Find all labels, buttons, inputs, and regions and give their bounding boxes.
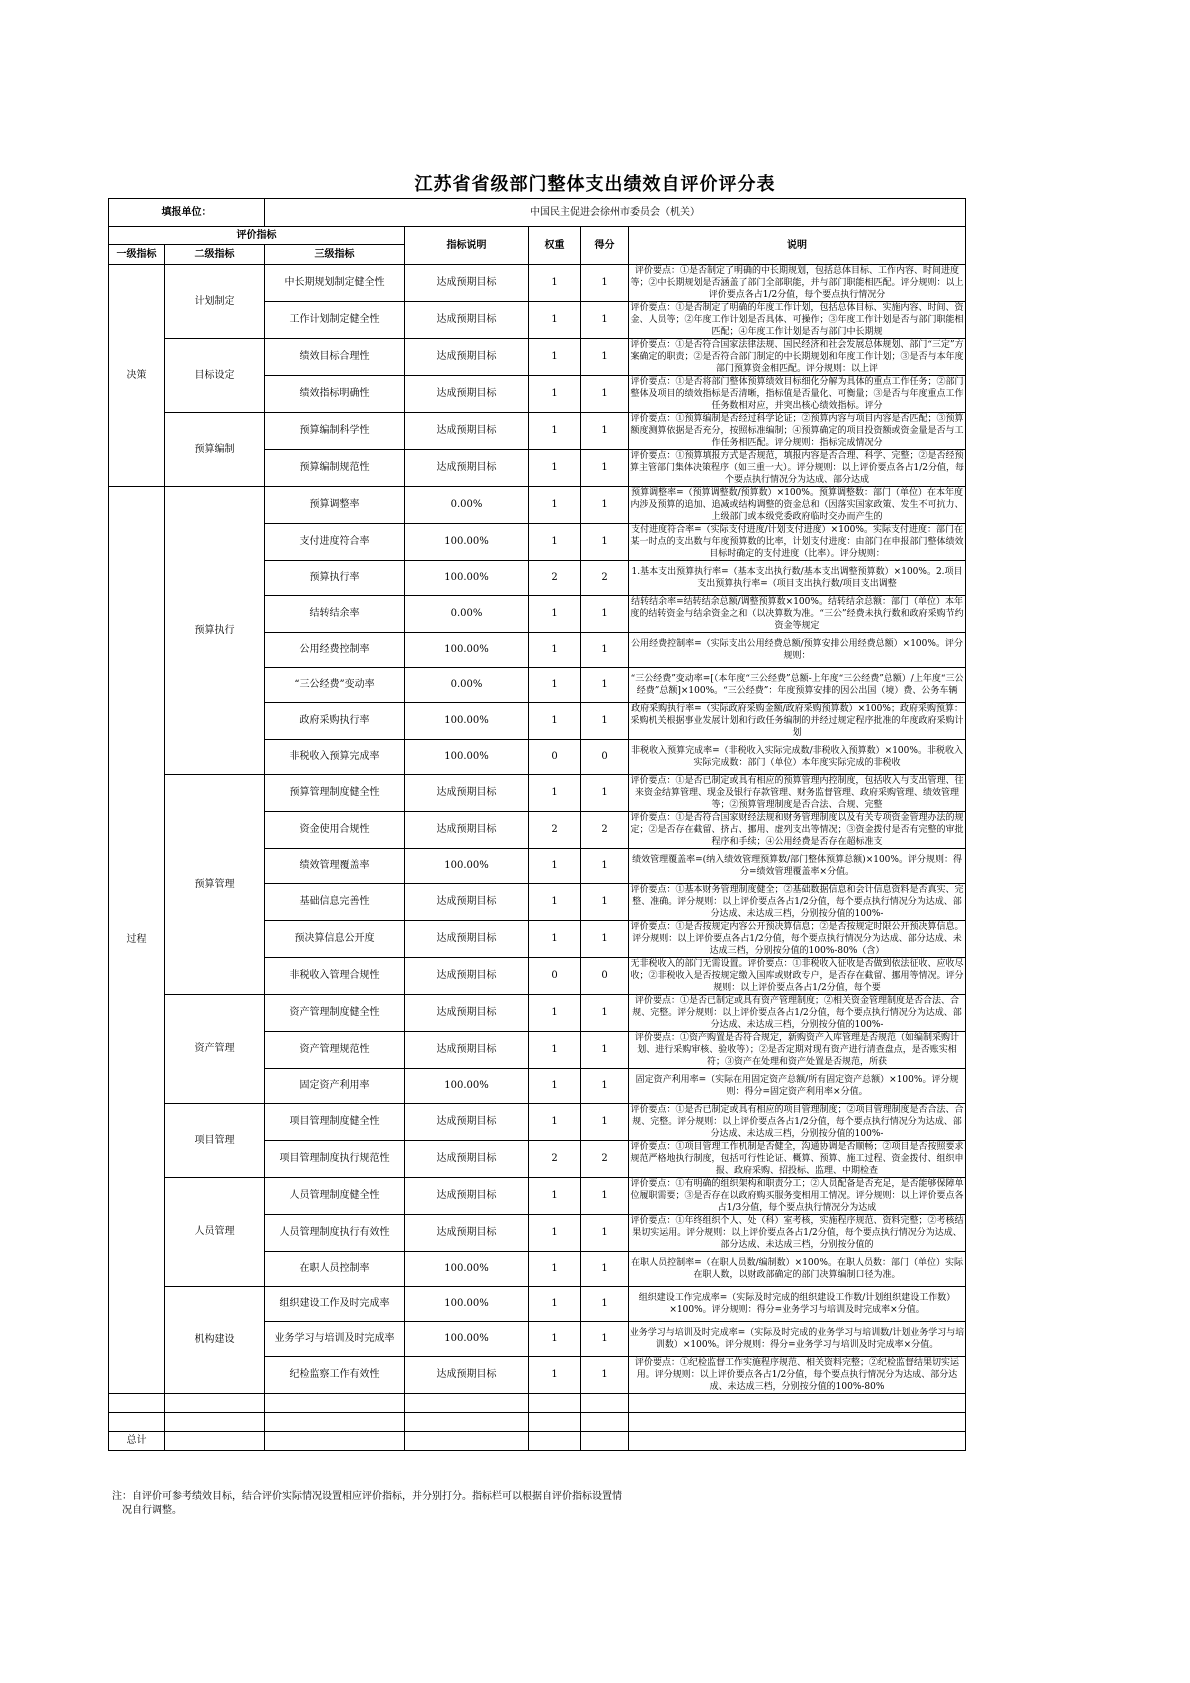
weight-cell: 2 [529, 561, 581, 596]
footnote [112, 1490, 622, 1518]
footnote-line-1: 注：自评价可参考绩效目标，结合评价实际情况设置相应评价指标，并分别打分。指标栏可以根据自评价指标设置情 [112, 1491, 622, 1502]
level2-cell: 人员管理 [165, 1178, 265, 1287]
blank-row [109, 1394, 966, 1413]
blank-cell [165, 1413, 265, 1432]
weight-cell: 1 [529, 1252, 581, 1287]
remark-cell [629, 958, 966, 995]
desc-cell: 达成预期目标 [405, 1215, 529, 1252]
total-cell [529, 1432, 581, 1451]
desc-cell: 达成预期目标 [405, 1032, 529, 1069]
weight-cell: 1 [529, 849, 581, 884]
remark-cell [629, 703, 966, 740]
level1-cell: 过程 [109, 487, 165, 1394]
score-cell: 1 [581, 1069, 629, 1104]
level1-header: 一级指标 [109, 245, 165, 265]
level3-cell: 绩效管理覆盖率 [265, 849, 405, 884]
remark-text: 业务学习与培训及时完成率=（实际及时完成的业务学习与培训数/计划业务学习与培训数）×100%。评分规则：得分=业务学习与培训及时完成率×分值。 [629, 1328, 965, 1350]
blank-cell [265, 1413, 405, 1432]
weight-cell: 1 [529, 524, 581, 561]
level3-cell: “三公经费”变动率 [265, 668, 405, 703]
desc-cell: 0.00% [405, 596, 529, 633]
remark-text: 评价要点：①是否符合国家财经法规和财务管理制度以及有关专项资金管理办法的规定；②是否存在截留、挤占、挪用、虚列支出等情况；③资金拨付是否有完整的审批程序和手续；④公用经费是否存在超标准支 [630, 813, 964, 847]
level3-cell: 基础信息完善性 [265, 884, 405, 921]
table-row [109, 487, 966, 524]
table-row [109, 265, 966, 302]
score-cell: 1 [581, 633, 629, 668]
level3-cell: 支付进度符合率 [265, 524, 405, 561]
desc-header: 指标说明 [405, 227, 529, 265]
blank-cell [529, 1394, 581, 1413]
level3-cell: 资金使用合规性 [265, 812, 405, 849]
desc-cell: 达成预期目标 [405, 1141, 529, 1178]
remark-text: 支付进度符合率=（实际支付进度/计划支付进度）×100%。实际支付进度：部门在某一时点的支出数与年度预算数的比率，计划支付进度：由部门在申报部门整体绩效目标时确定的支付进度（比率）。评分规则： [630, 525, 964, 559]
blank-cell [265, 1394, 405, 1413]
remark-text: 评价要点：①是否已制定或具有资产管理制度；②相关资金管理制度是否合法、合规、完整。评分规则：以上评价要点各占1/2分值，每个要点执行情况分为达成、部分达成、未达成三档，分别按分值的100%- [632, 996, 962, 1030]
remark-text: 组织建设工作完成率=（实际及时完成的组织建设工作数/计划组织建设工作数）×100%。评分规则：得分=业务学习与培训及时完成率×分值。 [638, 1293, 956, 1315]
total-row [109, 1432, 966, 1451]
remark-cell [629, 633, 966, 668]
weight-cell: 1 [529, 487, 581, 524]
level3-cell: 项目管理制度健全性 [265, 1104, 405, 1141]
desc-cell: 达成预期目标 [405, 413, 529, 450]
blank-cell [109, 1394, 165, 1413]
desc-cell: 0.00% [405, 668, 529, 703]
desc-cell: 100.00% [405, 1322, 529, 1357]
level3-cell: 资产管理规范性 [265, 1032, 405, 1069]
desc-cell: 达成预期目标 [405, 775, 529, 812]
blank-cell [581, 1413, 629, 1432]
remark-cell [629, 740, 966, 775]
remark-cell [629, 596, 966, 633]
level3-header: 三级指标 [265, 245, 405, 265]
score-cell: 1 [581, 1357, 629, 1394]
remark-text: 预算调整率=（预算调整数/预算数）×100%。预算调整数：部门（单位）在本年度内涉及预算的追加、追减或结构调整的资金总和（因落实国家政策、发生不可抗力、上级部门或本级党委政府临时交办而产生的 [630, 488, 964, 522]
level2-cell: 目标设定 [165, 339, 265, 413]
weight-cell: 2 [529, 1141, 581, 1178]
remark-cell [629, 561, 966, 596]
score-cell: 1 [581, 1104, 629, 1141]
remark-cell [629, 487, 966, 524]
level3-cell: 非税收入预算完成率 [265, 740, 405, 775]
remark-cell [629, 524, 966, 561]
weight-cell: 0 [529, 958, 581, 995]
weight-cell: 1 [529, 703, 581, 740]
desc-cell: 达成预期目标 [405, 995, 529, 1032]
remark-text: 评价要点：①基本财务管理制度健全；②基础数据信息和会计信息资料是否真实、完整、准确。评分规则：以上评价要点各占1/2分值，每个要点执行情况分为达成、部分达成、未达成三档，分别按分值的100%- [630, 885, 964, 919]
table-row [109, 339, 966, 376]
weight-cell: 1 [529, 1032, 581, 1069]
weight-cell: 1 [529, 668, 581, 703]
score-cell: 1 [581, 524, 629, 561]
desc-cell: 达成预期目标 [405, 1357, 529, 1394]
remark-cell [629, 1178, 966, 1215]
score-cell: 1 [581, 703, 629, 740]
desc-cell: 0.00% [405, 487, 529, 524]
blank-cell [165, 1394, 265, 1413]
level3-cell: 预算编制科学性 [265, 413, 405, 450]
desc-cell: 100.00% [405, 561, 529, 596]
level2-cell: 计划制定 [165, 265, 265, 339]
desc-cell: 达成预期目标 [405, 339, 529, 376]
remark-text: 评价要点：①是否已制定或具有相应的项目管理制度；②项目管理制度是否合法、合规、完整。评分规则：以上评价要点各占1/2分值，每个要点执行情况分为达成、部分达成、未达成三档，分别按分值的100%- [630, 1105, 964, 1139]
score-cell: 1 [581, 413, 629, 450]
blank-row [109, 1413, 966, 1432]
weight-cell: 0 [529, 740, 581, 775]
remark-text: 非税收入预算完成率=（非税收入实际完成数/非税收入预算数）×100%。非税收入实际完成数：部门（单位）本年度实际完成的非税收 [631, 746, 963, 768]
weight-cell: 1 [529, 884, 581, 921]
desc-cell: 达成预期目标 [405, 812, 529, 849]
level3-cell: 资产管理制度健全性 [265, 995, 405, 1032]
level3-cell: 纪检监察工作有效性 [265, 1357, 405, 1394]
desc-cell: 达成预期目标 [405, 921, 529, 958]
score-cell: 1 [581, 849, 629, 884]
remark-text: “三公经费”变动率=[（本年度“三公经费”总额-上年度“三公经费”总额）/上年度“三公经费”总额]×100%。“三公经费”：年度预算安排的因公出国（境）费、公务车辆 [630, 674, 964, 696]
weight-cell: 1 [529, 921, 581, 958]
desc-cell: 达成预期目标 [405, 1178, 529, 1215]
level3-cell: 项目管理制度执行规范性 [265, 1141, 405, 1178]
desc-cell: 达成预期目标 [405, 884, 529, 921]
remark-text: 评价要点：①是否符合国家法律法规、国民经济和社会发展总体规划、部门“三定”方案确定的职责；②是否符合部门制定的中长期规划和年度工作计划；③是否与本年度部门预算资金相匹配。评分规则：以上评 [630, 340, 964, 374]
score-cell: 1 [581, 302, 629, 339]
weight-cell: 1 [529, 450, 581, 487]
table-row [109, 1287, 966, 1322]
level3-cell: 组织建设工作及时完成率 [265, 1287, 405, 1322]
score-cell: 1 [581, 668, 629, 703]
level3-cell: 业务学习与培训及时完成率 [265, 1322, 405, 1357]
score-cell: 2 [581, 812, 629, 849]
level2-cell: 机构建设 [165, 1287, 265, 1394]
weight-cell: 1 [529, 596, 581, 633]
blank-cell [629, 1394, 966, 1413]
score-cell: 1 [581, 1032, 629, 1069]
table-row [109, 413, 966, 450]
remark-text: 评价要点：①纪检监督工作实施程序规范、相关资料完整；②纪检监督结果切实运用。评分规则：以上评价要点各占1/2分值，每个要点执行情况分为达成、部分达成、未达成三档，分别按分值的100%-80% [635, 1358, 960, 1392]
score-cell: 1 [581, 884, 629, 921]
desc-cell: 100.00% [405, 633, 529, 668]
level3-cell: 绩效指标明确性 [265, 376, 405, 413]
score-cell: 1 [581, 596, 629, 633]
remark-header: 说明 [629, 227, 966, 265]
score-cell: 1 [581, 339, 629, 376]
weight-cell: 1 [529, 413, 581, 450]
desc-cell: 达成预期目标 [405, 1104, 529, 1141]
desc-cell: 达成预期目标 [405, 958, 529, 995]
score-cell: 0 [581, 958, 629, 995]
score-cell: 0 [581, 740, 629, 775]
eval-indicators-header: 评价指标 [109, 227, 405, 245]
score-cell: 2 [581, 1141, 629, 1178]
weight-cell: 1 [529, 1357, 581, 1394]
level3-cell: 人员管理制度健全性 [265, 1178, 405, 1215]
blank-cell [581, 1394, 629, 1413]
score-cell: 1 [581, 376, 629, 413]
remark-cell [629, 812, 966, 849]
score-cell: 1 [581, 1287, 629, 1322]
page-title: 江苏省省级部门整体支出绩效自评价评分表 [414, 174, 776, 195]
remark-cell [629, 775, 966, 812]
total-cell [581, 1432, 629, 1451]
remark-text: 绩效管理覆盖率=(纳入绩效管理预算数/部门整体预算总额)×100%。评分规则：得分=绩效管理覆盖率×分值。 [632, 855, 962, 877]
level3-cell: 中长期规划制定健全性 [265, 265, 405, 302]
weight-cell: 1 [529, 1287, 581, 1322]
remark-text: 评价要点：①预算填报方式是否规范，填报内容是否合理、科学、完整；②是否经预算主管部门集体决策程序（如三重一大）。评分规则：以上评价要点各占1/2分值，每个要点执行情况分为达成、部分达成 [630, 451, 965, 485]
level3-cell: 结转结余率 [265, 596, 405, 633]
desc-cell: 100.00% [405, 849, 529, 884]
desc-cell: 达成预期目标 [405, 376, 529, 413]
remark-text: 1.基本支出预算执行率=（基本支出执行数/基本支出调整预算数）×100%。2.项目支出预算执行率=（项目支出执行数/项目支出调整 [631, 567, 963, 589]
level3-cell: 在职人员控制率 [265, 1252, 405, 1287]
level2-cell: 项目管理 [165, 1104, 265, 1178]
level3-cell: 非税收入管理合规性 [265, 958, 405, 995]
score-cell: 1 [581, 1252, 629, 1287]
unit-value: 中国民主促进会徐州市委员会（机关） [265, 199, 966, 227]
remark-cell [629, 849, 966, 884]
score-cell: 1 [581, 1322, 629, 1357]
level2-cell: 预算编制 [165, 413, 265, 487]
remark-text: 评价要点：①是否已制定或具有相应的预算管理内控制度，包括收入与支出管理、往来资金结算管理、现金及银行存款管理、财务监督管理、政府采购管理、绩效管理等；②预算管理制度是否合法、合规、完整 [630, 776, 964, 810]
remark-text: 评价要点：①是否按规定内容公开预决算信息；②是否按规定时限公开预决算信息。评分规则：以上评价要点各占1/2分值，每个要点执行情况分为达成、部分达成、未达成三档，分别按分值的100%-80%（含） [630, 922, 964, 956]
remark-cell [629, 413, 966, 450]
score-cell: 1 [581, 775, 629, 812]
desc-cell: 100.00% [405, 703, 529, 740]
remark-cell [629, 921, 966, 958]
remark-cell [629, 1357, 966, 1394]
score-cell: 1 [581, 1215, 629, 1252]
score-cell: 1 [581, 265, 629, 302]
level3-cell: 预算管理制度健全性 [265, 775, 405, 812]
table-row [109, 995, 966, 1032]
level3-cell: 预决算信息公开度 [265, 921, 405, 958]
level1-cell: 决策 [109, 265, 165, 487]
remark-cell [629, 450, 966, 487]
level2-cell: 预算管理 [165, 775, 265, 995]
total-cell [165, 1432, 265, 1451]
total-cell [405, 1432, 529, 1451]
blank-cell [405, 1394, 529, 1413]
weight-cell: 1 [529, 339, 581, 376]
weight-cell: 1 [529, 1178, 581, 1215]
table-row [109, 1104, 966, 1141]
score-table [108, 198, 966, 1451]
level2-header: 二级指标 [165, 245, 265, 265]
remark-text: 评价要点：①年终组织个人、处（科）室考核，实施程序规范、资料完整；②考核结果切实运用。评分规则：以上评价要点各占1/2分值，每个要点执行情况分为达成、部分达成、未达成三档，分别按分值的 [630, 1216, 964, 1250]
weight-cell: 2 [529, 812, 581, 849]
remark-text: 无非税收入的部门无需设置。评价要点：①非税收入征收是否做到依法征收、应收尽收；②非税收入是否按规定缴入国库或财政专户，是否存在截留、挪用等情况。评分规则：以上评价要点各占1/2分值，每个要 [630, 959, 964, 993]
remark-text: 政府采购执行率=（实际政府采购金额/政府采购预算数）×100%；政府采购预算：采购机关根据事业发展计划和行政任务编制的并经过规定程序批准的年度政府采购计划 [630, 704, 964, 738]
weight-cell: 1 [529, 1215, 581, 1252]
total-label: 总计 [109, 1432, 165, 1451]
weight-cell: 1 [529, 995, 581, 1032]
remark-cell [629, 668, 966, 703]
remark-cell [629, 1287, 966, 1322]
desc-cell: 100.00% [405, 740, 529, 775]
weight-cell: 1 [529, 1104, 581, 1141]
weight-header: 权重 [529, 227, 581, 265]
level3-cell: 预算调整率 [265, 487, 405, 524]
score-cell: 1 [581, 995, 629, 1032]
remark-cell [629, 1104, 966, 1141]
weight-cell: 1 [529, 265, 581, 302]
level3-cell: 固定资产利用率 [265, 1069, 405, 1104]
level3-cell: 绩效目标合理性 [265, 339, 405, 376]
weight-cell: 1 [529, 302, 581, 339]
level3-cell: 预算执行率 [265, 561, 405, 596]
score-cell: 2 [581, 561, 629, 596]
remark-text: 评价要点：①有明确的组织架构和职责分工；②人员配备是否充足，是否能够保障单位履职需要；③是否存在以政府购买服务变相用工情况。评分规则：以上评价要点各占1/3分值，每个要点执行情况分为达成 [630, 1179, 964, 1213]
desc-cell: 达成预期目标 [405, 302, 529, 339]
remark-cell [629, 1141, 966, 1178]
weight-cell: 1 [529, 1322, 581, 1357]
remark-text: 评价要点：①资产购置是否符合规定，新购资产入库管理是否规范（如编制采购计划、进行采购审核、验收等）；②是否定期对现有资产进行清查盘点，是否账实相符；③资产在处理和资产处置是否规范，所获 [635, 1033, 960, 1067]
level2-cell: 资产管理 [165, 995, 265, 1104]
remark-cell [629, 884, 966, 921]
weight-cell: 1 [529, 1069, 581, 1104]
remark-text: 评价要点：①项目管理工作机制是否健全，沟通协调是否顺畅；②项目是否按照要求规范严格地执行制度，包括可行性论证、概算、预算、施工过程、资金拨付、组织申报、政府采购、招投标、监理、中期检查 [630, 1142, 964, 1176]
desc-cell: 100.00% [405, 524, 529, 561]
remark-text: 评价要点：①预算编制是否经过科学论证；②预算内容与项目内容是否匹配；③预算额度测算依据是否充分，按照标准编制；④预算确定的项目投资额或资金量是否与工作任务相匹配。评分规则：指标完成情况分 [630, 414, 964, 448]
desc-cell: 达成预期目标 [405, 450, 529, 487]
blank-cell [109, 1413, 165, 1432]
weight-cell: 1 [529, 376, 581, 413]
blank-cell [529, 1413, 581, 1432]
score-cell: 1 [581, 450, 629, 487]
remark-text: 评价要点：①是否制定了明确的中长期规划，包括总体目标、工作内容、时间进度等；②中长期规划是否涵盖了部门全部职能，并与部门职能相匹配。评分规则：以上评价要点各占1/2分值，每个要点执行情况分 [630, 266, 964, 300]
level3-cell: 政府采购执行率 [265, 703, 405, 740]
blank-cell [629, 1413, 966, 1432]
score-cell: 1 [581, 1178, 629, 1215]
score-header: 得分 [581, 227, 629, 265]
desc-cell: 100.00% [405, 1069, 529, 1104]
desc-cell: 100.00% [405, 1252, 529, 1287]
remark-cell [629, 265, 966, 302]
level3-cell: 公用经费控制率 [265, 633, 405, 668]
table-row [109, 1178, 966, 1215]
total-cell [629, 1432, 966, 1451]
remark-cell [629, 376, 966, 413]
weight-cell: 1 [529, 775, 581, 812]
total-cell [265, 1432, 405, 1451]
level2-cell: 预算执行 [165, 487, 265, 775]
remark-text: 公用经费控制率=（实际支出公用经费总额/预算安排公用经费总额）×100%。评分规则： [631, 639, 963, 661]
level3-cell: 人员管理制度执行有效性 [265, 1215, 405, 1252]
blank-cell [405, 1413, 529, 1432]
unit-label: 填报单位： [109, 199, 265, 227]
remark-text: 在职人员控制率=（在职人员数/编制数）×100%。在职人员数：部门（单位）实际在职人数，以财政部确定的部门决算编制口径为准。 [631, 1258, 963, 1280]
score-cell: 1 [581, 487, 629, 524]
remark-text: 评价要点：①是否制定了明确的年度工作计划，包括总体目标、实施内容、时间、资金、人员等；②年度工作计划是否具体、可操作；③年度工作计划是否与部门职能相匹配；④年度工作计划是否与部门中长期规 [630, 303, 964, 337]
level3-cell: 工作计划制定健全性 [265, 302, 405, 339]
remark-cell [629, 1069, 966, 1104]
footnote-line-2: 况自行调整。 [122, 1505, 182, 1516]
remark-cell [629, 339, 966, 376]
score-cell: 1 [581, 921, 629, 958]
remark-cell [629, 1032, 966, 1069]
level3-cell: 预算编制规范性 [265, 450, 405, 487]
desc-cell: 100.00% [405, 1287, 529, 1322]
remark-text: 评价要点：①是否将部门整体预算绩效目标细化分解为具体的重点工作任务；②部门整体及项目的绩效指标是否清晰，指标值是否量化、可衡量；③是否与年度重点工作任务数相对应，并突出核心绩效指标。评分 [630, 377, 964, 411]
remark-cell [629, 1322, 966, 1357]
remark-text: 固定资产利用率=（实际在用固定资产总额/所有固定资产总额）×100%。评分规则：得分=固定资产利用率×分值。 [635, 1075, 959, 1097]
desc-cell: 达成预期目标 [405, 265, 529, 302]
remark-cell [629, 1215, 966, 1252]
table-row [109, 775, 966, 812]
remark-text: 结转结余率=结转结余总额/调整预算数×100%。结转结余总额：部门（单位）本年度的结转资金与结余资金之和（以决算数为准。“三公”经费未执行数和政府采购节约资金等规定 [630, 597, 964, 631]
remark-cell [629, 1252, 966, 1287]
remark-cell [629, 995, 966, 1032]
remark-cell [629, 302, 966, 339]
weight-cell: 1 [529, 633, 581, 668]
